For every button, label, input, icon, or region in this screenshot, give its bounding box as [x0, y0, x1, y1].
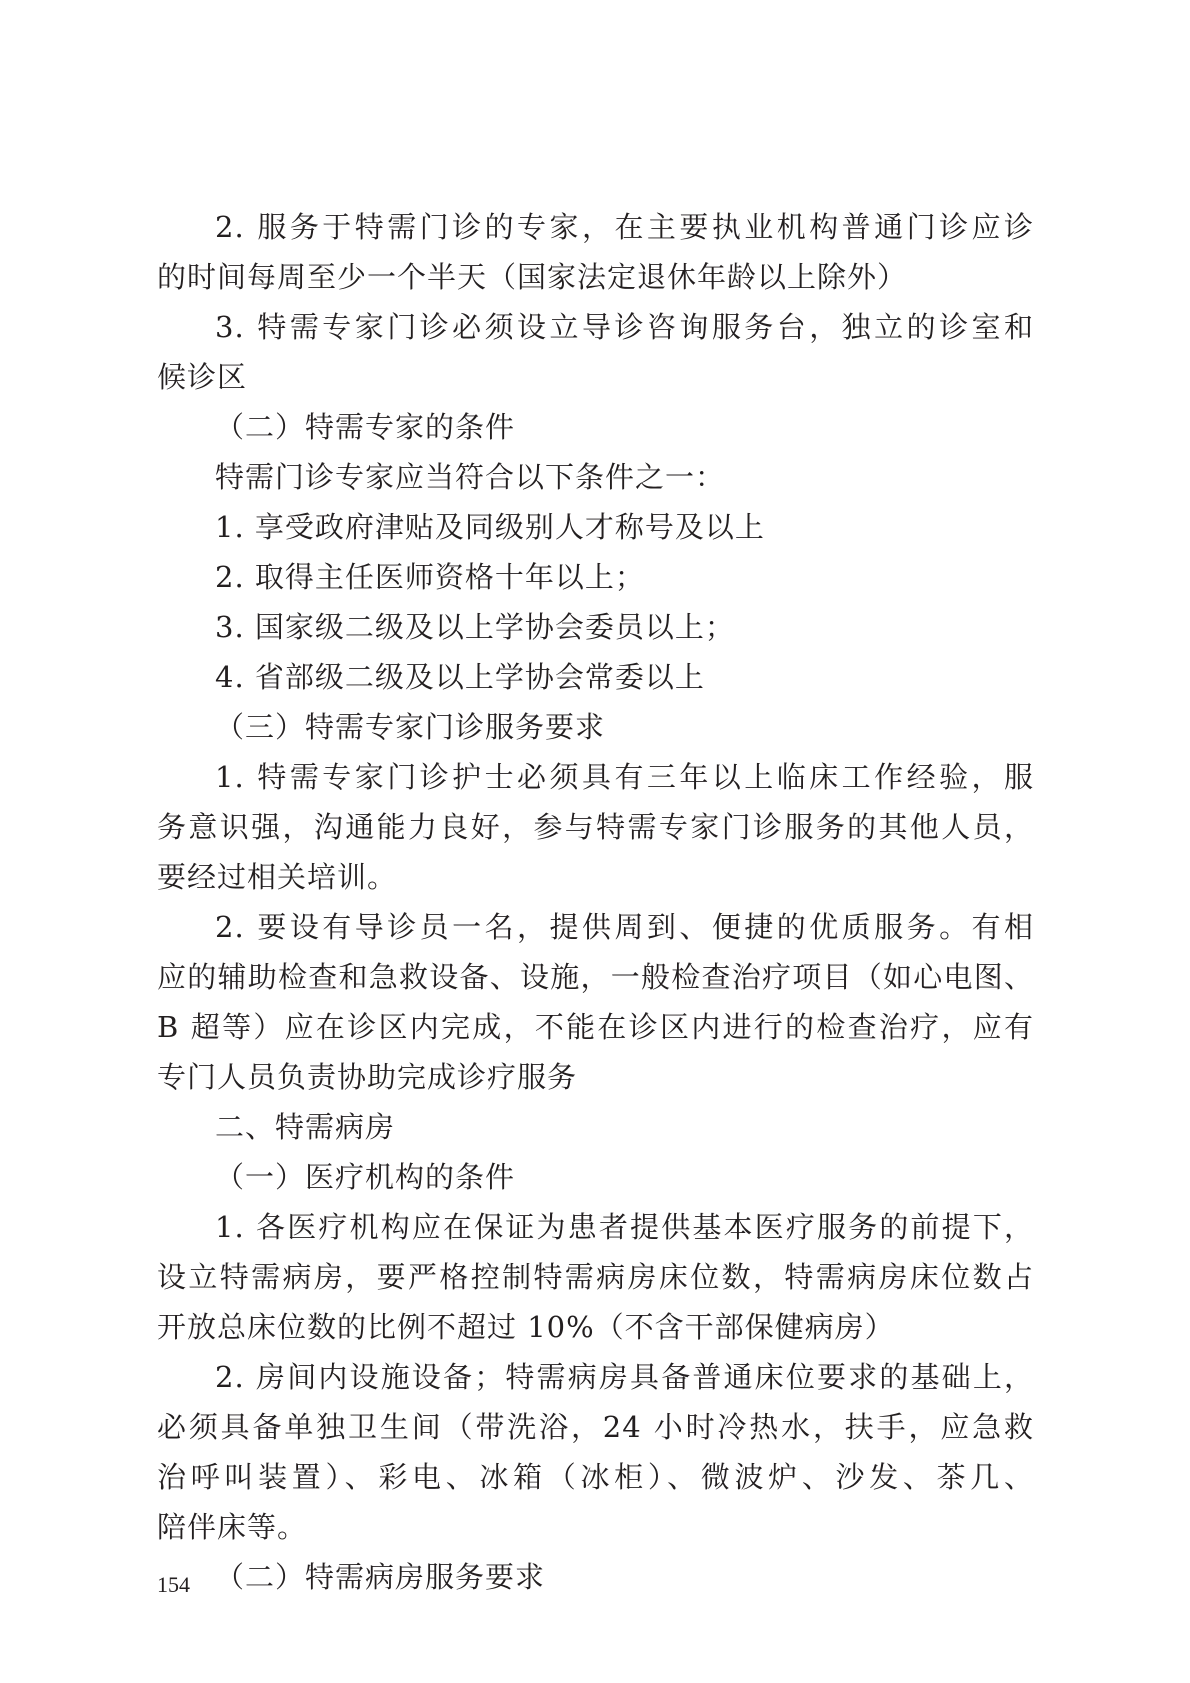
text-line: 1. 各医疗机构应在保证为患者提供基本医疗服务的前提下，	[215, 1210, 1034, 1244]
text-line: 3. 国家级二级及以上学协会委员以上；	[215, 610, 735, 644]
text-line: 务意识强，沟通能力良好，参与特需专家门诊服务的其他人员，	[157, 810, 1034, 844]
text-line: 2. 要设有导诊员一名，提供周到、便捷的优质服务。有相	[215, 910, 1034, 944]
text-line: 的时间每周至少一个半天（国家法定退休年龄以上除外）	[157, 260, 908, 294]
text-line: 1. 特需专家门诊护士必须具有三年以上临床工作经验，服	[215, 760, 1034, 794]
text-line: 2. 取得主任医师资格十年以上；	[215, 560, 645, 594]
text-line: 开放总床位数的比例不超过 10%（不含干部保健病房）	[157, 1310, 895, 1344]
text-line: 3. 特需专家门诊必须设立导诊咨询服务台，独立的诊室和	[215, 310, 1034, 344]
text-line: 1. 享受政府津贴及同级别人才称号及以上	[215, 510, 765, 544]
body-text	[157, 202, 1034, 1602]
text-line: 2. 服务于特需门诊的专家，在主要执业机构普通门诊应诊	[215, 210, 1034, 244]
text-line: （三）特需专家门诊服务要求	[215, 710, 606, 744]
text-line: B 超等）应在诊区内完成，不能在诊区内进行的检查治疗，应有	[157, 1010, 1034, 1044]
text-line: （一）医疗机构的条件	[215, 1160, 516, 1194]
text-line: 4. 省部级二级及以上学协会常委以上	[215, 660, 705, 694]
text-line: 应的辅助检查和急救设备、设施，一般检查治疗项目（如心电图、	[157, 960, 1034, 994]
text-line: 陪伴床等。	[157, 1510, 308, 1544]
text-line: 二、特需病房	[215, 1110, 396, 1144]
text-line: 2. 房间内设施设备；特需病房具备普通床位要求的基础上，	[215, 1360, 1034, 1394]
text-line: 候诊区	[157, 360, 248, 394]
text-line: 设立特需病房，要严格控制特需病房床位数，特需病房床位数占	[157, 1260, 1034, 1294]
text-line: （二）特需病房服务要求	[215, 1560, 546, 1594]
page-number: 154	[157, 1572, 190, 1597]
text-line: 必须具备单独卫生间（带洗浴，24 小时冷热水，扶手，应急救	[157, 1410, 1034, 1444]
text-line: 特需门诊专家应当符合以下条件之一：	[215, 460, 726, 494]
text-line: 治呼叫装置）、彩电、冰箱（冰柜）、微波炉、沙发、茶几、	[157, 1460, 1034, 1494]
text-line: （二）特需专家的条件	[215, 410, 516, 444]
text-line: 专门人员负责协助完成诊疗服务	[157, 1060, 578, 1094]
text-line: 要经过相关培训。	[157, 860, 398, 894]
